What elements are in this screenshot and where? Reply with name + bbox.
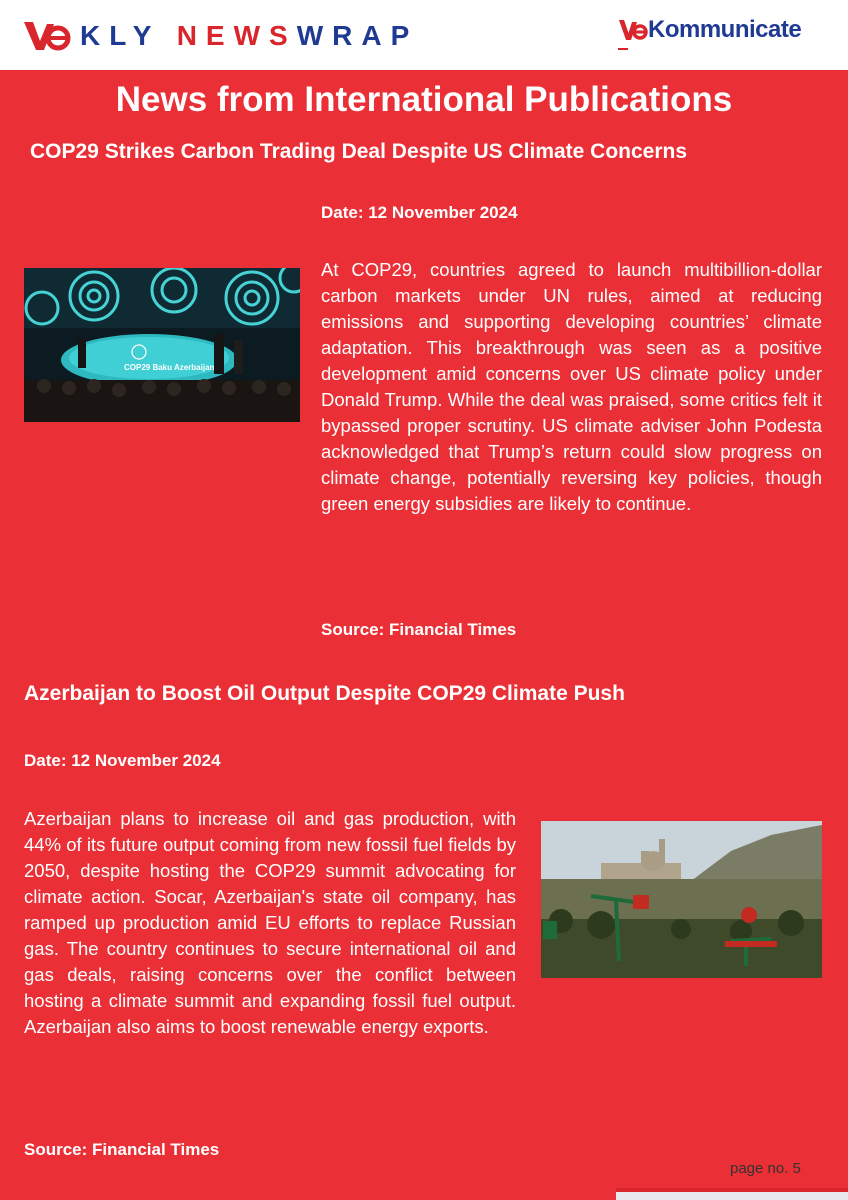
oil-pumpjacks-photo: [541, 821, 822, 978]
title-part-wrap: WRAP: [296, 20, 419, 51]
cop29-image-label: COP29 Baku Azerbaijan: [124, 363, 215, 372]
article-1-source: Source: Financial Times: [321, 620, 517, 639]
article-2-date: Date: 12 November 2024: [24, 751, 221, 770]
header-bar: [0, 0, 848, 70]
brand-name: Kommunicate: [648, 16, 802, 43]
brand-ve-icon: [618, 18, 648, 42]
page-number: page no. 5: [730, 1160, 801, 1177]
article-1-body: At COP29, countries agreed to launch multibillion-dollar carbon markets under UN rules, aimed at reducing emissions and supporting developing countries’ climate adaptation. This breakthrough was seen as a positive development amid concerns over US climate policy under Donald Trump. While the deal was praised, some critics felt it bypassed proper scrutiny. US climate adviser John Podesta acknowledged that Trump’s return could slow progress on climate change, potentially reversing key policies, though green energy subsidies are likely to continue.: [321, 259, 822, 514]
article-1-headline: COP29 Strikes Carbon Trading Deal Despite US Climate Concerns: [30, 140, 688, 163]
section-title: News from International Publications: [115, 80, 733, 119]
article-2-source: Source: Financial Times: [24, 1140, 220, 1159]
article-2-body: Azerbaijan plans to increase oil and gas production, with 44% of its future output coming from new fossil fuel fields by 2050, despite hosting the COP29 summit advocating for climate action. Socar, Azerbaijan's state oil company, has ramped up production amid EU efforts to replace Russian gas. The country continues to secure international oil and gas deals, raising concerns over the conflict between hosting a climate summit and expanding fossil fuel output. Azerbaijan also aims to boost renewable energy exports.: [24, 808, 516, 1037]
title-part-weekly: KLY: [80, 20, 177, 51]
title-part-news: NEWS: [176, 20, 297, 51]
vekly-logo-icon: [22, 16, 72, 54]
brand-underline: [618, 48, 628, 50]
newsletter-title: [80, 14, 418, 58]
article-1-date: Date: 12 November 2024: [321, 203, 518, 222]
article-2-headline: Azerbaijan to Boost Oil Output Despite COP29 Climate Push: [24, 682, 625, 705]
cop29-stage-photo: [24, 268, 300, 422]
footer-strip: [616, 1192, 848, 1200]
